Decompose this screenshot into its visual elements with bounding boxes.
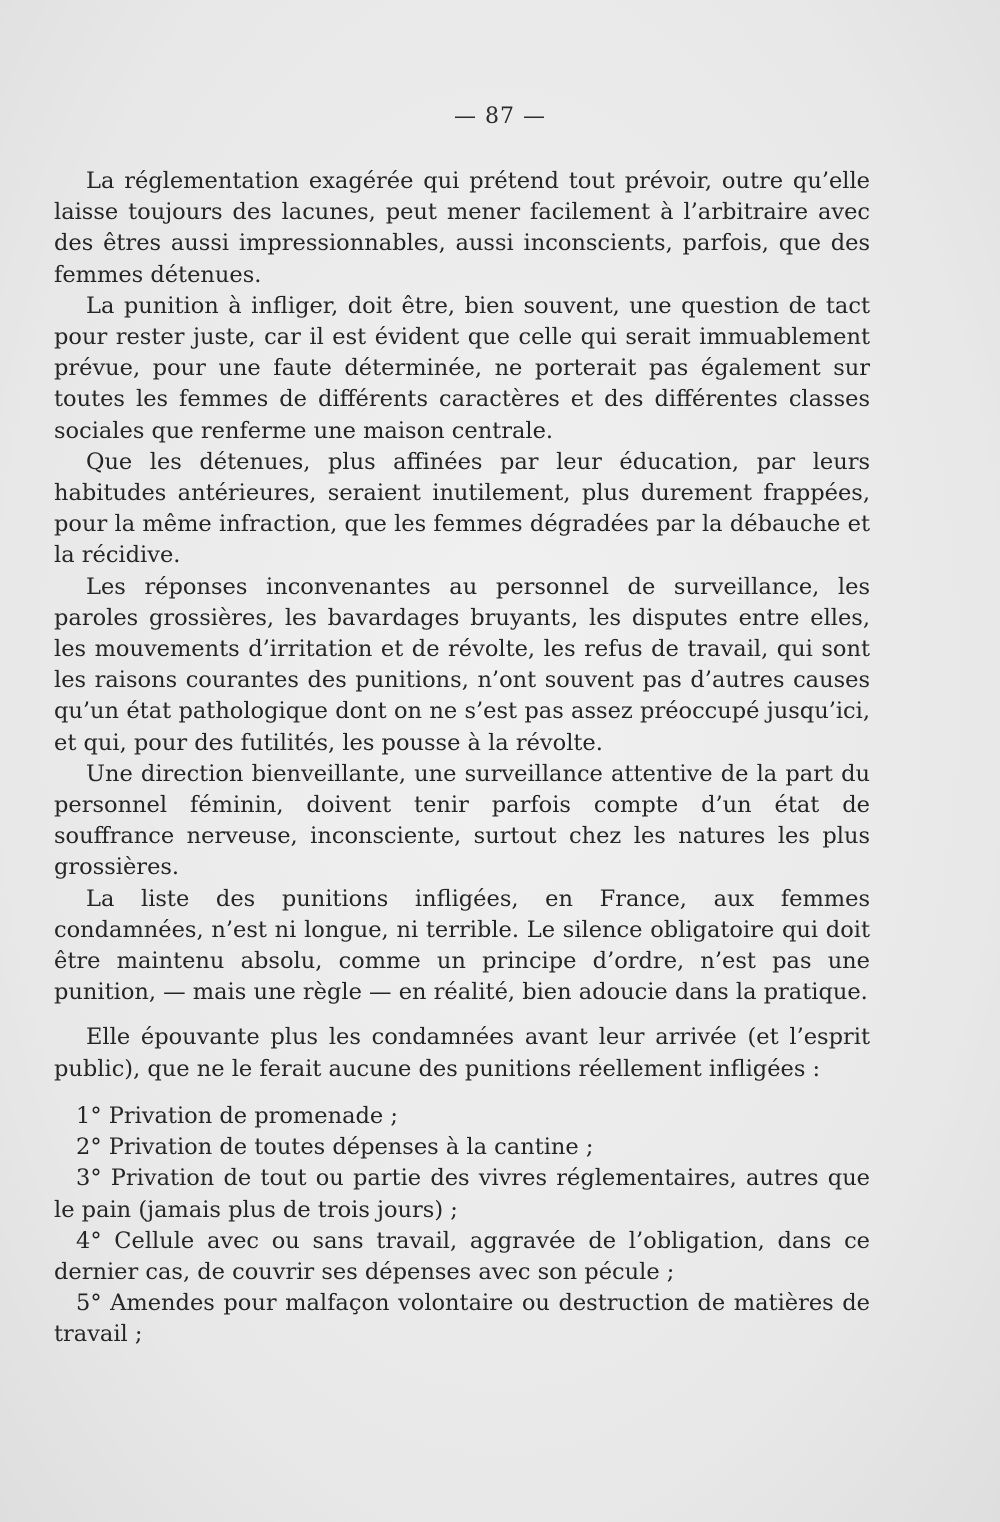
page-number: — 87 —: [454, 104, 546, 129]
list-item: 5° Amendes pour malfaçon volontaire ou destruction de matières de travail ;: [54, 1290, 870, 1348]
paragraph: Que les détenues, plus affinées par leur éducation, par leurs habitudes antérieures, seraient inutilement, plus durement frappées, pour la même infraction, que les femmes dégradées par la débauche et la récidive.: [54, 448, 870, 569]
list-item: 2° Privation de toutes dépenses à la cantine ;: [76, 1134, 594, 1161]
body-text: [54, 166, 870, 1351]
paragraph: Elle épouvante plus les condamnées avant leur arrivée (et l’esprit public), que ne le ferait aucune des punitions réellement infligées :: [54, 1024, 870, 1082]
paragraph: La liste des punitions infligées, en France, aux femmes condamnées, n’est ni longue, ni terrible. Le silence obligatoire qui doit être maintenu absolu, comme un principe d’ordre, n’est pas une punition, — mais une règle — en réalité, bien adoucie dans la pratique.: [54, 885, 870, 1006]
list-item: 4° Cellule avec ou sans travail, aggravée de l’obligation, dans ce dernier cas, de couvrir ses dépenses avec son pécule ;: [54, 1227, 870, 1285]
paragraph: La punition à infliger, doit être, bien souvent, une question de tact pour rester juste, car il est évident que celle qui serait immuablement prévue, pour une faute déterminée, ne porterait pas également sur toutes les femmes de différents caractères et des différentes classes sociales que renferme une maison centrale.: [54, 292, 870, 444]
list-item: 3° Privation de tout ou partie des vivres réglementaires, autres que le pain (jamais plus de trois jours) ;: [54, 1165, 870, 1223]
paragraph: La réglementation exagérée qui prétend tout prévoir, outre qu’elle laisse toujours des lacunes, peut mener facilement à l’arbitraire avec des êtres aussi impressionnables, aussi inconscients, parfois, que des femmes détenues.: [54, 168, 870, 288]
paragraph: Une direction bienveillante, une surveillance attentive de la part du personnel féminin, doivent tenir parfois compte d’un état de souffrance nerveuse, inconsciente, surtout chez les natures les plus grossières.: [54, 760, 870, 881]
paragraph: Les réponses inconvenantes au personnel de surveillance, les paroles grossières, les bavardages bruyants, les disputes entre elles, les mouvements d’irritation et de révolte, les refus de travail, qui sont les raisons courantes des punitions, n’ont souvent pas d’autres causes qu’un état pathologique dont on ne s’est pas assez préoccupé jusqu’ici, et qui, pour des futilités, les pousse à la révolte.: [54, 573, 870, 756]
list-item: 1° Privation de promenade ;: [76, 1102, 398, 1129]
